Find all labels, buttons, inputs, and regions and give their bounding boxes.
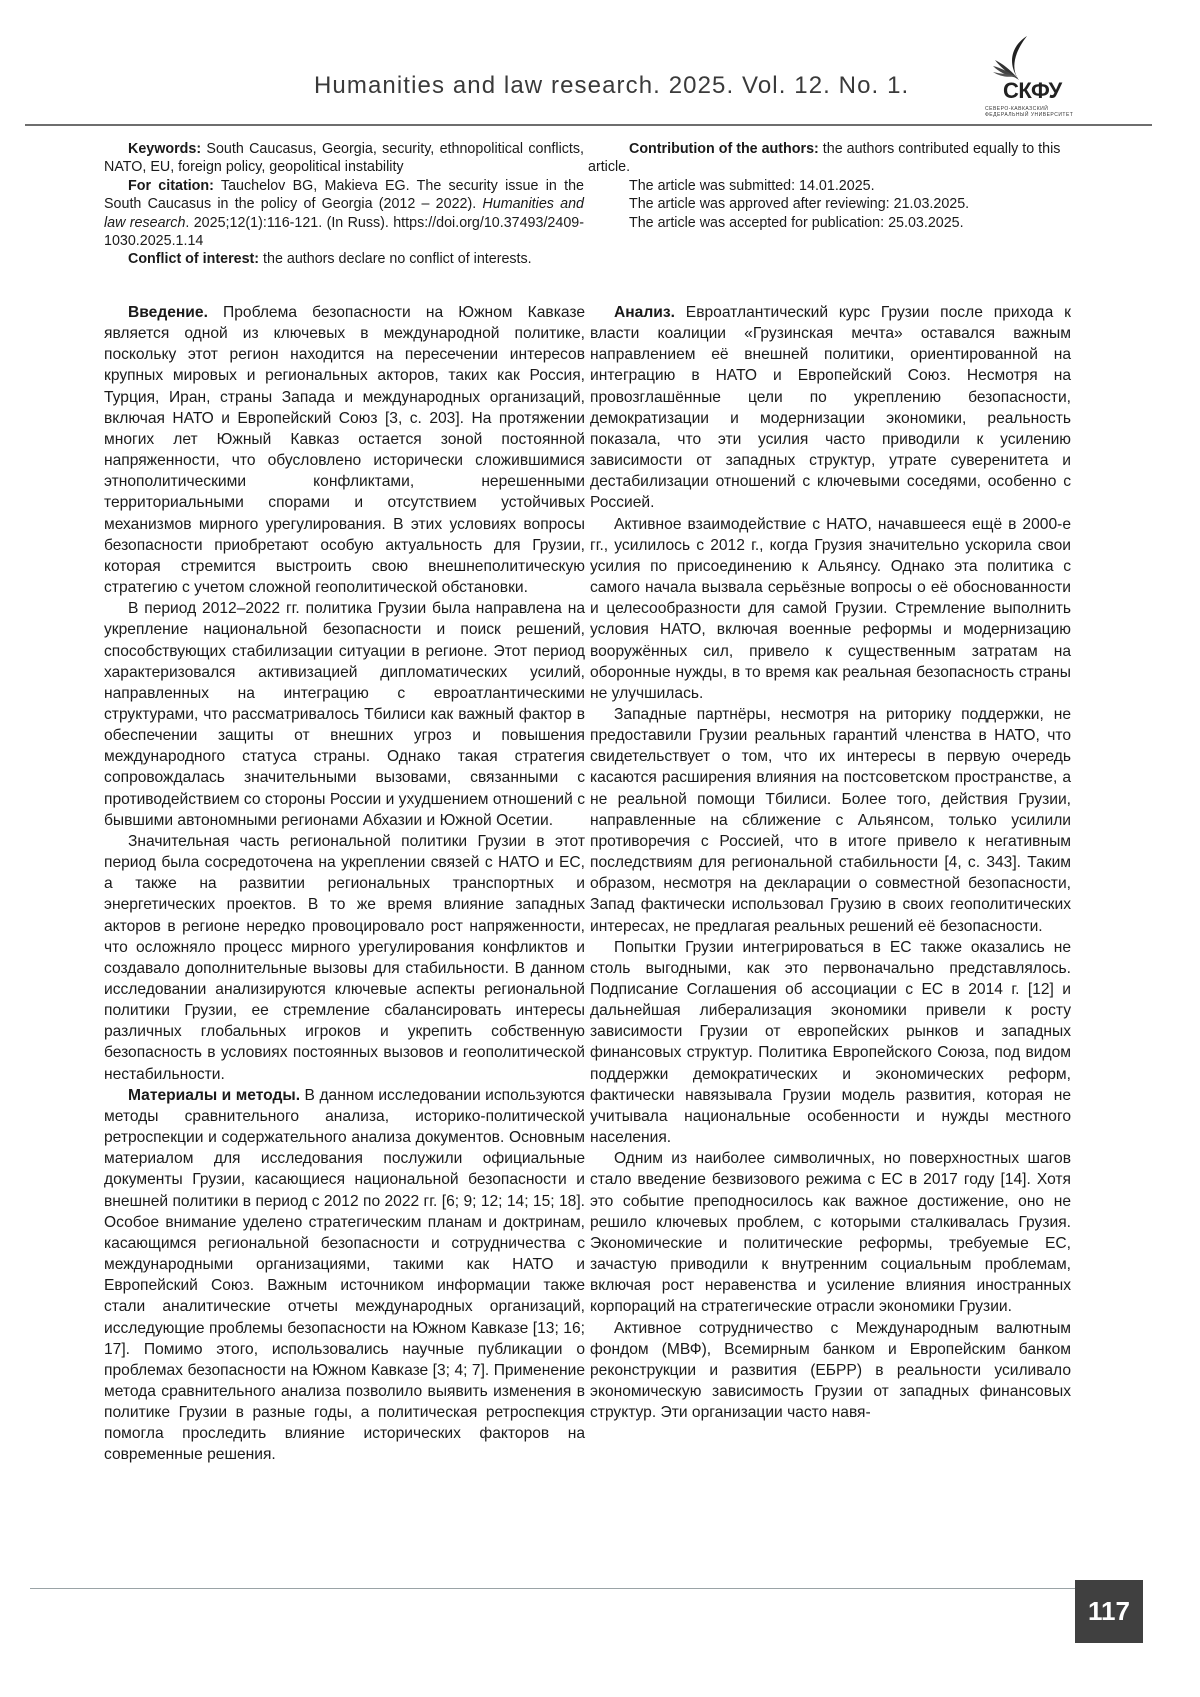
keywords <box>104 140 584 177</box>
accepted-date: The article was accepted for publication: 25.03.2025. <box>629 214 964 231</box>
citation-text: Tauchelov BG, Makieva EG. The security issue in the South Caucasus in the policy of Georgia (2012 – 2022). <box>104 177 584 213</box>
methods-paragraph <box>104 1085 585 1466</box>
body-column-right <box>590 302 1071 1423</box>
submitted-date: The article was submitted: 14.01.2025. <box>629 177 875 194</box>
university-logo <box>975 34 1095 124</box>
body-paragraph: Западные партнёры, несмотря на риторику поддержки, не предоставили Грузии реальных гарантий членства в НАТО, что свидетельствует о том, что их интересы в первую очередь касаются расширения влияния на постсоветском пространстве, а не реальной помощи Тбилиси. Более того, действия Грузии, направленные на сближение с Альянсом, только усилили противоречия с Россией, что в итоге привело к негативным последствиям для региональной стабильности [4, с. 343]. Таким образом, несмотря на декларации о совместной безопасности, Запад фактически использовал Грузию в своих геополитических интересах, не предлагая реальных решений её безопасности. <box>590 705 1071 935</box>
body-paragraph: Активное взаимодействие с НАТО, начавшееся ещё в 2000-е гг., усилилось с 2012 г., когда Грузия значительно ускорила свои усилия по присоединению к Альянсу. Однако эта политика с самого начала вызвала серьёзные вопросы о её обоснованности и целесообразности для самой Грузии. Стремление выполнить условия НАТО, включая военные реформы и модернизацию вооружённых сил, привело к существенным затратам на оборонные нужды, в то время как реальная безопасность страны не улучшилась. <box>590 515 1071 702</box>
body-paragraph: В период 2012–2022 гг. политика Грузии была направлена на укрепление национальной безопасности и поиск решений, способствующих стабилизации ситуации в регионе. Этот период характеризовался активизацией дипломатических усилий, направленных на интеграцию с евроатлантическими структурами, что рассматривалось Тбилиси как важный фактор в обеспечении защиты от внешних угроз и повышения международного статуса страны. Однако такая стратегия сопровождалась значительными вызовами, связанными с противодействием со стороны России и ухудшением отношений с бывшими автономными регионами Абхазии и Южной Осетии. <box>104 600 585 829</box>
journal-title: Humanities and law research. 2025. Vol. 12. No. 1. <box>314 72 910 99</box>
methods-text: В данном исследовании используются методы сравнительного анализа, историко-политической ретроспекции и содержательного анализа документов. Основным материалом для исследования послужили официальные документы Грузии, касающиеся национальной безопасности и внешней политики в период с 2012 по 2022 гг. [6; 9; 12; 14; 15; 18]. Особое внимание уделено стратегическим планам и доктринам, касающимся региональной безопасности и сотрудничества с международными организациями, такими как НАТО и Европейский Союз. Важным источником информации также стали аналитические отчеты международных организаций, исследующие проблемы безопасности на Южном Кавказе [13; 16; 17]. Помимо этого, использовались научные публикации о проблемах безопасности на Южном Кавказе [3; 4; 7]. Применение метода сравнительного анализа позволило выявить изменения в политике Грузии в разные годы, а политическая ретроспекция помогла проследить влияние исторических факторов на современные решения. <box>104 1086 585 1464</box>
citation-text-after: . 2025;12(1):116-121. (In Russ). https://doi.org/10.37493/2409-1030.2025.1.14 <box>104 214 584 250</box>
body-paragraph: Попытки Грузии интегрироваться в ЕС также оказались не столь выгодными, как это первоначально представлялось. Подписание Соглашения об ассоциации с ЕС в 2014 г. [12] и дальнейшая либерализация экономики привели к росту зависимости Грузии от европейских рынков и западных финансовых структур. Политика Европейского Союза, под видом поддержки демократических и экономических реформ, фактически навязывала Грузии модель развития, которая не учитывала национальные особенности и нужды местного населения. <box>590 938 1071 1147</box>
footer-divider <box>30 1588 1077 1589</box>
body-paragraph: Активное сотрудничество с Международным валютным фондом (МВФ), Всемирным банком и Европейским банком реконструкции и развития (ЕБРР) в реальности усиливало экономическую зависимость Грузии от западных финансовых структур. Эти организации часто навя- <box>590 1319 1071 1422</box>
citation-label: For citation: <box>128 177 214 194</box>
keywords-text: South Caucasus, Georgia, security, ethnopolitical conflicts, NATO, EU, foreign policy, geopolitical instability <box>104 141 584 176</box>
analysis-text: Евроатлантический курс Грузии после прихода к власти коалиции «Грузинская мечта» оставался важным направлением её внешней политики, ориентированной на интеграцию в НАТО и Европейский Союз. Несмотря на провозглашённые цели по укреплению безопасности, демократизации и модернизации экономики, реальность показала, что эти усилия часто приводили к усилению зависимости от западных структур, утрате суверенитета и дестабилизации отношений с ключевыми соседями, особенно с Россией. <box>590 304 1071 512</box>
keywords-label: Keywords: <box>128 141 202 157</box>
logo-text: СКФУ <box>1003 78 1062 103</box>
contribution <box>588 140 1075 177</box>
conflict-label: Conflict of interest: <box>128 251 260 268</box>
conflict-text: the authors declare no conflict of interests. <box>259 251 532 268</box>
citation <box>104 177 584 251</box>
approved-date: The article was approved after reviewing: 21.03.2025. <box>629 196 970 213</box>
introduction-paragraph <box>104 302 585 598</box>
introduction-heading: Введение. <box>128 304 208 321</box>
logo-subtitle <box>985 106 1073 118</box>
body-column-left <box>104 302 585 1466</box>
methods-heading: Материалы и методы. <box>128 1086 301 1104</box>
introduction-text: Проблема безопасности на Южном Кавказе является одной из ключевых в международной политике, поскольку этот регион находится на пересечении интересов крупных мировых и региональных акторов, таких как Россия, Турция, Иран, страны Запада и международных организаций, включая НАТО и Европейский Союз [3, с. 203]. На протяжении многих лет Южный Кавказ остается зоной постоянной напряженности, что обусловлено исторически сложившимися этнополитическими конфликтами, нерешенными территориальными спорами и отсутствием устойчивых механизмов мирного урегулирования. В этих условиях вопросы безопасности приобретают особую актуальность для Грузии, которая стремится выстроить свою внешнеполитическую стратегию с учетом сложной геополитической обстановки. <box>104 304 585 597</box>
article-metadata-left <box>104 140 584 269</box>
citation-journal: Humanities and law research <box>104 196 584 231</box>
analysis-heading: Анализ. <box>614 304 675 321</box>
article-metadata-right <box>588 140 1075 232</box>
page-header <box>0 0 1200 130</box>
body-paragraph: Значительная часть региональной политики Грузии в этот период была сосредоточена на укреплении связей с НАТО и ЕС, а также на развитии региональных транспортных и энергетических проектов. В то же время влияние западных акторов в регионе нередко провоцировало рост напряженности, что осложняло процесс мирного урегулирования конфликтов и создавало дополнительные вызовы для стабильности. В данном исследовании анализируются ключевые аспекты региональной политики Грузии, ее стремление сбалансировать интересы различных глобальных игроков и укрепить собственную безопасность в условиях постоянных вызовов и геополитической нестабильности. <box>104 832 585 1083</box>
analysis-paragraph <box>590 302 1071 514</box>
contribution-text: the authors contributed equally to this article. <box>588 141 1061 176</box>
conflict-of-interest <box>104 250 584 268</box>
page-number: 117 <box>1075 1580 1143 1643</box>
logo-subtitle-line-2: ФЕДЕРАЛЬНЫЙ УНИВЕРСИТЕТ <box>985 112 1074 118</box>
contribution-label: Contribution of the authors: <box>629 141 819 157</box>
header-divider <box>25 124 1152 126</box>
logo-subtitle-line-1: СЕВЕРО-КАВКАЗСКИЙ <box>985 106 1049 112</box>
body-paragraph: Одним из наиболее символичных, но поверхностных шагов стало введение безвизового режима с ЕС в 2017 году [14]. Хотя это событие преподносилось как важное достижение, оно не решило ключевых проблем, с которыми сталкивалась Грузия. Экономические и политические реформы, требуемые ЕС, зачастую приводили к внутренним социальным проблемам, включая рост неравенства и усиление влияния иностранных корпораций на стратегические отрасли экономики Грузии. <box>590 1150 1071 1316</box>
